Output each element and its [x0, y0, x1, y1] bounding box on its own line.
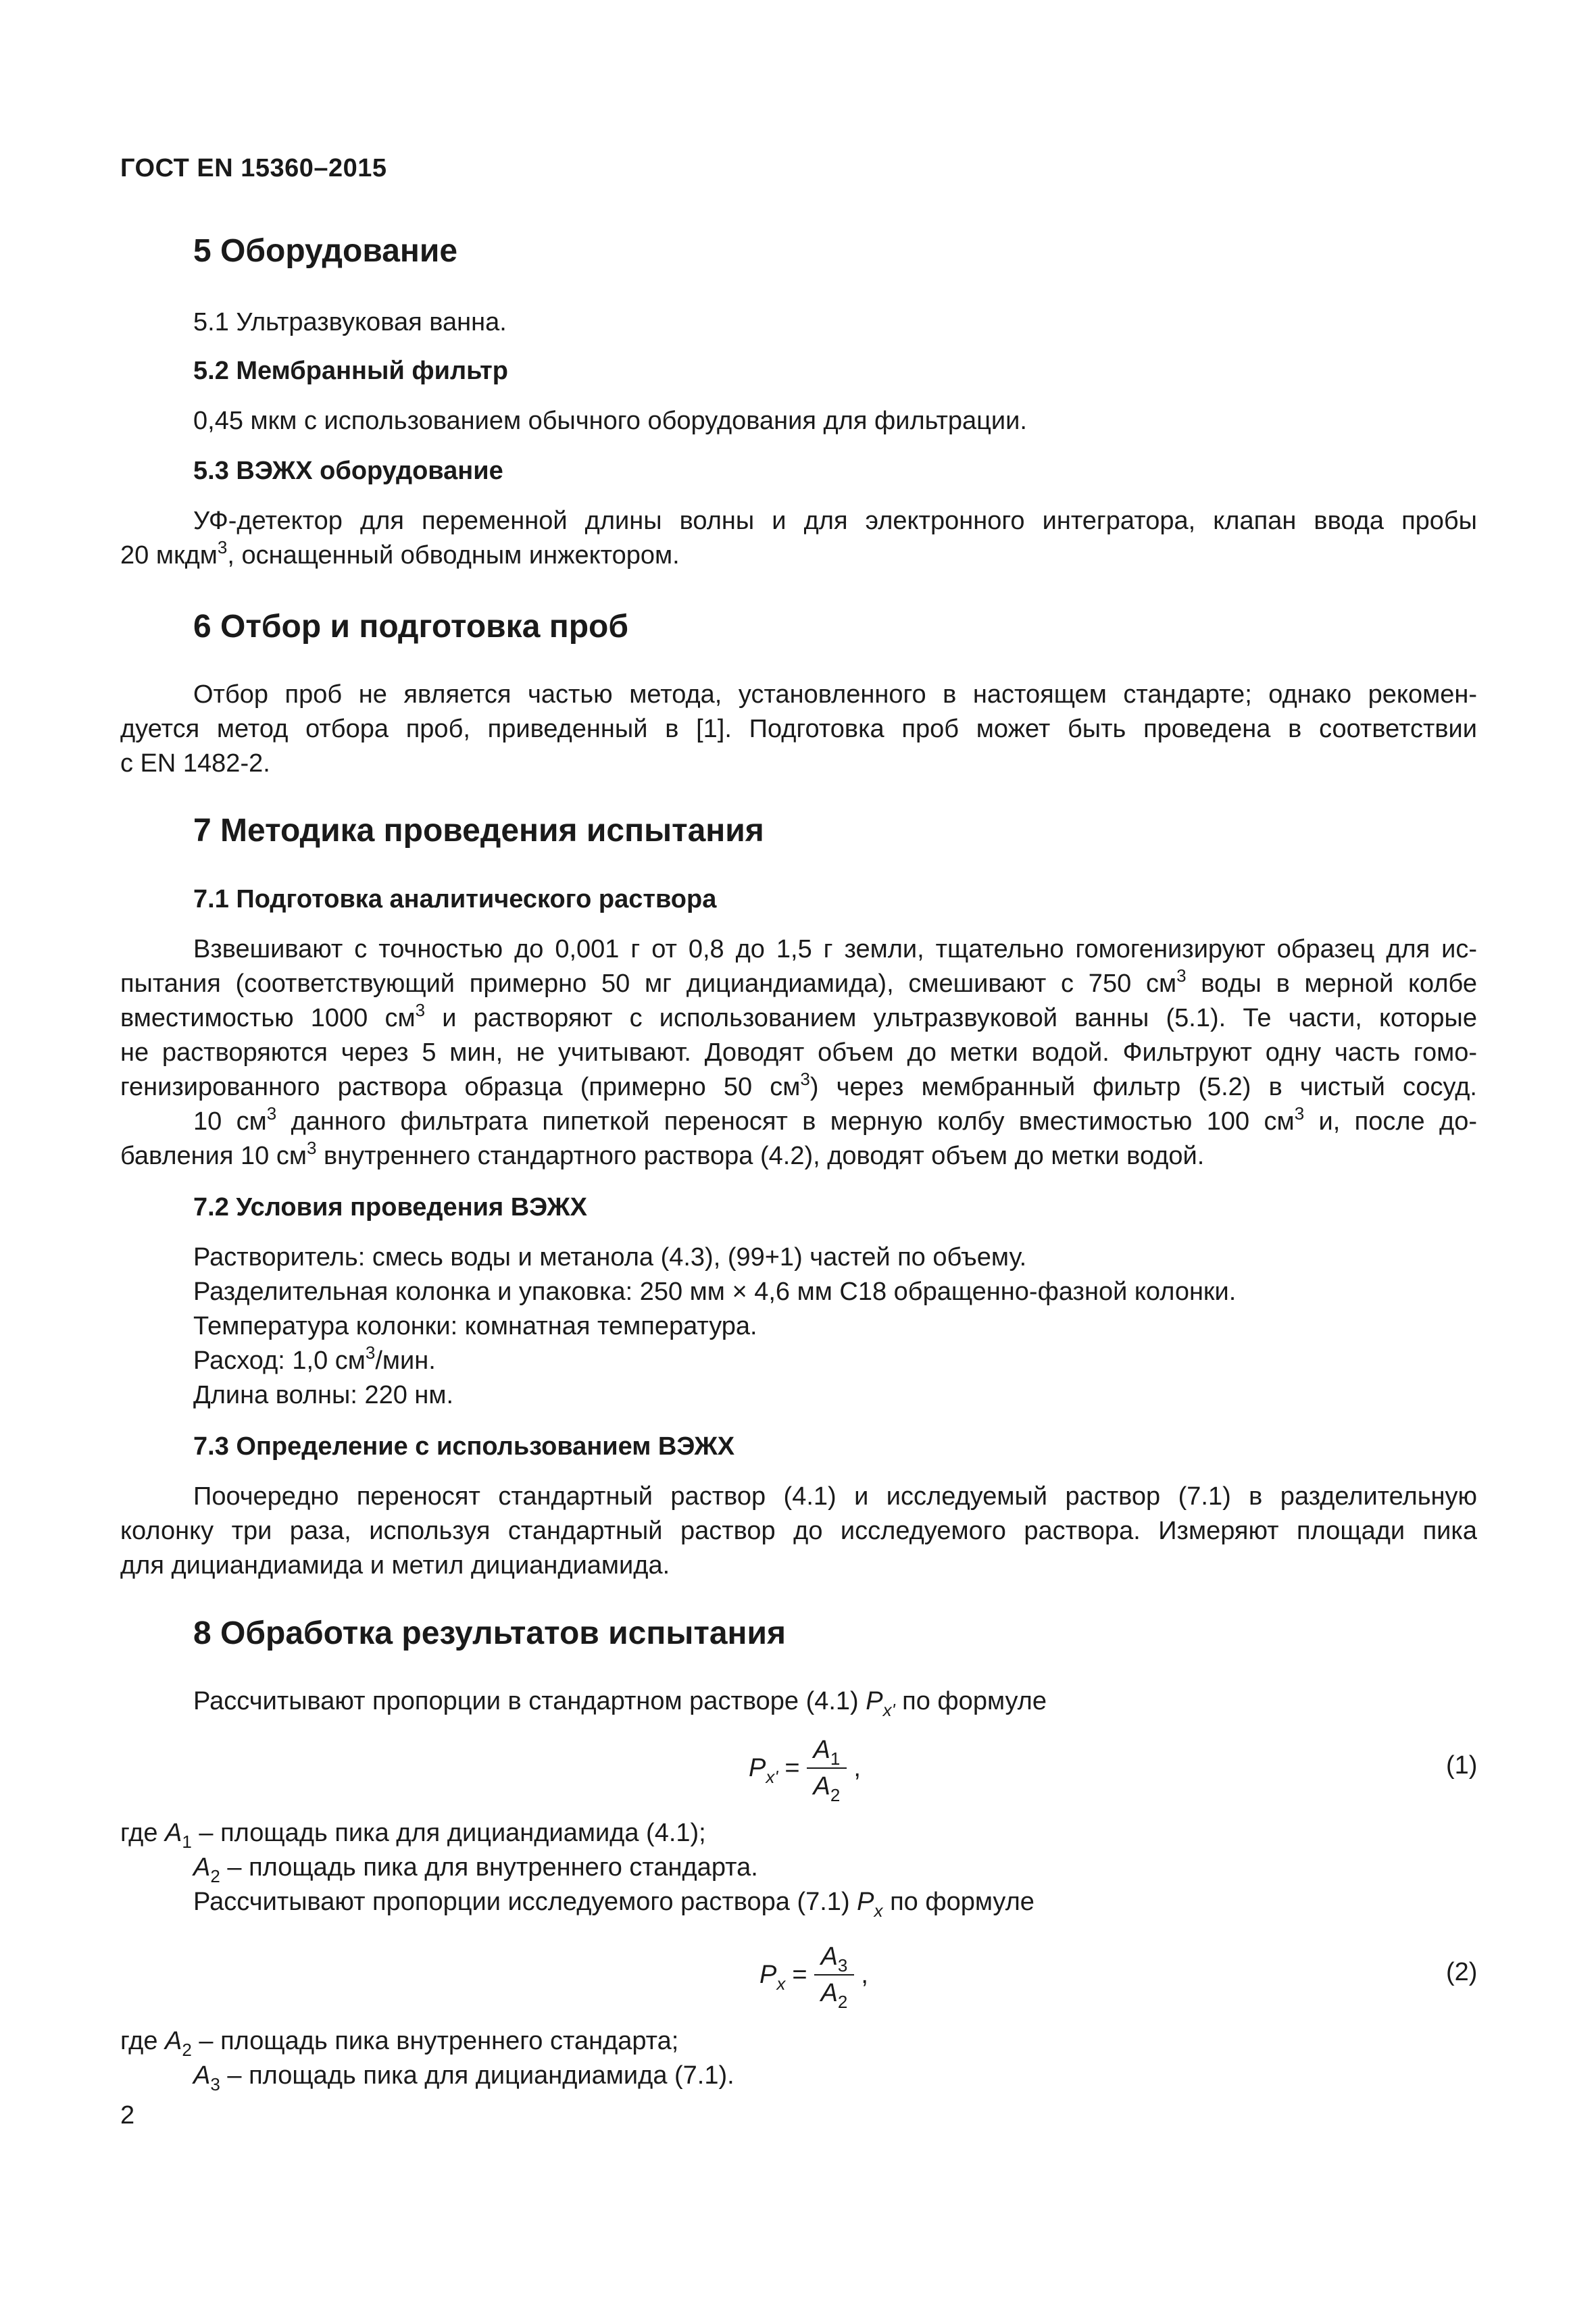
condition-temperature: Температура колонки: комнатная температура. — [193, 1312, 757, 1340]
formula-2-equals: = — [792, 1960, 807, 1989]
clause-7-3-line1: Поочередно переносят стандартный раствор (4.1) и исследуемый раствор (7.1) в разделительную — [193, 1482, 1477, 1511]
section-6-line3: с EN 1482-2. — [120, 749, 270, 778]
clause-5-3-heading: 5.3 ВЭЖХ оборудование — [193, 457, 503, 485]
formula-2-fraction: $\frac{A_3}{A_2}$ — [814, 1942, 855, 2008]
clause-7-3-heading: 7.3 Определение с использованием ВЭЖХ — [193, 1432, 735, 1461]
condition-flow-rate: Расход: 1,0 $см^3$/мин. — [193, 1342, 436, 1375]
section-5-title: 5 Оборудование — [193, 233, 458, 269]
formula-2-where-a2: где $A_2$ – площадь пика внутреннего стандарта; — [120, 2027, 679, 2060]
page-number: 2 — [120, 2101, 135, 2130]
document-id: ГОСТ EN 15360–2015 — [120, 154, 387, 182]
section-7-title: 7 Методика проведения испытания — [193, 813, 764, 849]
clause-7-1-line4: не растворяются через 5 мин, не учитывают. Доводят объем до метки водой. Фильтруют одну часть гомо- — [120, 1038, 1477, 1067]
clause-5-2-text: 0,45 мкм с использованием обычного оборудования для фильтрации. — [193, 407, 1027, 435]
clause-7-1-heading: 7.1 Подготовка аналитического раствора — [193, 885, 717, 913]
condition-column: Разделительная колонка и упаковка: 250 мм × 4,6 мм C18 обращенно-фазной колонки. — [193, 1278, 1237, 1306]
clause-5-3-line1: УФ-детектор для переменной длины волны и для электронного интегратора, клапан ввода пробы — [193, 507, 1477, 535]
formula-1-equals: = — [784, 1753, 800, 1782]
condition-solvent: Растворитель: смесь воды и метанола (4.3), (99+1) частей по объему. — [193, 1243, 1027, 1272]
clause-7-1-line7: бавления 10 $см^3$ внутреннего стандартного раствора (4.2), доводят объем до метки водой. — [120, 1138, 1205, 1170]
formula-1-lhs: $P_{x'}$ — [749, 1753, 778, 1787]
clause-5-2-heading: 5.2 Мембранный фильтр — [193, 357, 508, 385]
formula-2-where-a3: $A_3$ – площадь пика для дициандиамида (7.1). — [193, 2061, 734, 2094]
formula-1 — [749, 1735, 861, 1805]
clause-7-1-line1: Взвешивают с точностью до 0,001 г от 0,8 до 1,5 г земли, тщательно гомогенизируют образец для ис- — [193, 935, 1477, 963]
clause-7-1-line3: вместимостью 1000 $см^3$ и растворяют с использованием ультразвуковой ванны (5.1). Те части, которые — [120, 1000, 1477, 1032]
formula-2 — [759, 1942, 868, 2012]
formula-1-where-a1: где $A_1$ – площадь пика для дициандиамида (4.1); — [120, 1819, 706, 1852]
section-8-title: 8 Обработка результатов испытания — [193, 1615, 787, 1651]
clause-7-3-line2: колонку три раза, используя стандартный раствор до исследуемого раствора. Измеряют площади пика — [120, 1517, 1477, 1545]
formula-1-fraction: $\frac{A_1}{A_2}$ — [807, 1735, 847, 1801]
formula-2-number: (2) — [1446, 1958, 1478, 1986]
section-6-line2: дуется метод отбора проб, приведенный в [1]. Подготовка проб может быть проведена в соответствии — [120, 715, 1477, 743]
formula-2-intro: Рассчитывают пропорции исследуемого раствора (7.1) $P_x$ по формуле — [193, 1888, 1034, 1921]
section-6-line1: Отбор проб не является частью метода, установленного в настоящем стандарте; однако рекомен- — [193, 680, 1477, 709]
formula-1-number: (1) — [1446, 1751, 1478, 1780]
clause-5-1: 5.1 Ультразвуковая ванна. — [193, 308, 507, 336]
formula-1-intro: Рассчитывают пропорции в стандартном растворе (4.1) $P_{x'}$ по формуле — [193, 1687, 1047, 1720]
clause-7-1-line2: пытания (соответствующий примерно 50 мг дициандиамида), смешивают с 750 $см^3$ воды в мерной колбе — [120, 965, 1477, 998]
clause-7-2-heading: 7.2 Условия проведения ВЭЖХ — [193, 1193, 587, 1222]
formula-2-lhs: $P_x$ — [759, 1960, 786, 1994]
clause-7-3-line3: для дициандиамида и метил дициандиамида. — [120, 1551, 670, 1580]
formula-1-comma: , — [853, 1753, 861, 1782]
clause-7-1-line5: генизированного раствора образца (примерно 50 $см^3$) через мембранный фильтр (5.2) в чистый сосуд. — [120, 1069, 1477, 1101]
condition-wavelength: Длина волны: 220 нм. — [193, 1381, 454, 1409]
formula-2-comma: , — [861, 1960, 868, 1989]
clause-7-1-line6: 10 $см^3$ данного фильтрата пипеткой переносят в мерную колбу вместимостью 100 $см^3$ и, после до- — [193, 1103, 1478, 1136]
clause-5-3-line2: 20 мкдм$^3$, оснащенный обводным инжектором. — [120, 537, 680, 570]
formula-1-where-a2: $A_2$ – площадь пика для внутреннего стандарта. — [193, 1853, 758, 1886]
section-6-title: 6 Отбор и подготовка проб — [193, 609, 629, 645]
